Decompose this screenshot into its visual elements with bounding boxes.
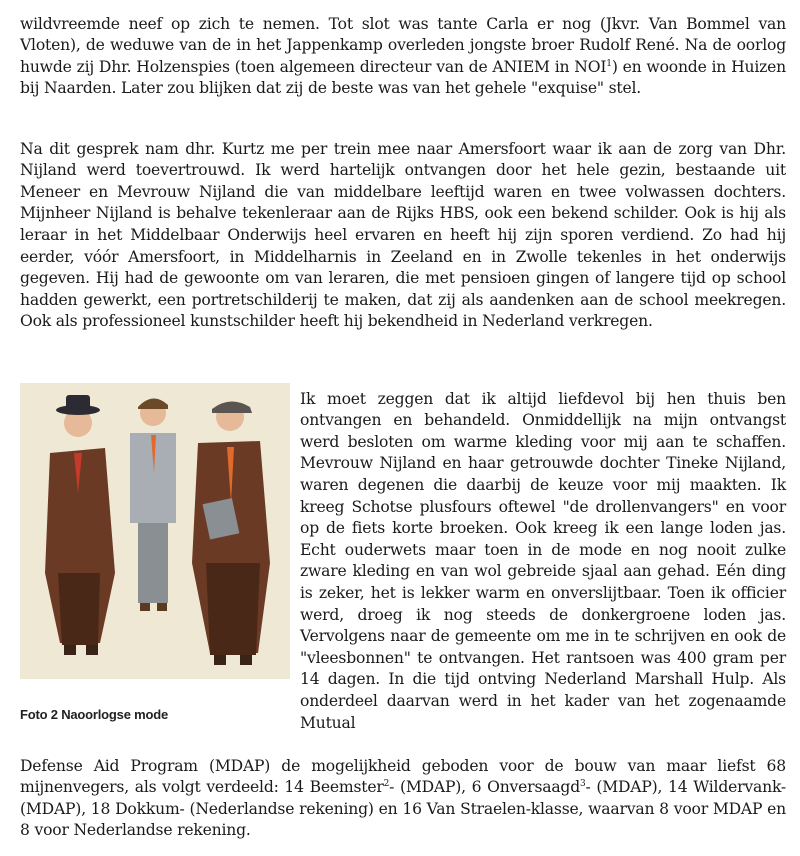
- footnote-ref-3[interactable]: 3: [580, 779, 586, 789]
- fashion-illustration: [20, 383, 290, 679]
- paragraph-1: wildvreemde neef op zich te nemen. Tot slot was tante Carla er nog (Jkvr. Van Bommel van Vloten), de weduwe van de in het Jappenkamp overleden jongste broer Rudolf René. Na de oorlog huwde zij Dhr. Holzenspies (toen algemeen directeur van de ANIEM in NOI$^1$) en woonde in Huizen bij Naarden. Later zou blijken dat zij de beste was van het gehele "exquise" stel.: [20, 14, 786, 98]
- footnote-ref-1[interactable]: 1: [606, 58, 612, 69]
- footnote-ref-2[interactable]: 2: [383, 779, 390, 789]
- paragraph-2: Na dit gesprek nam dhr. Kurtz me per trein mee naar Amersfoort waar ik aan de zorg van Dhr. Nijland werd toevertrouwd. Ik werd hartelijk ontvangen door het hele gezin, bestaande uit Meneer en Mevrouw Nijland die van middelbare leeftijd waren en twee volwassen dochters. Mijnheer Nijland is behalve tekenleraar aan de Rijks HBS, ook een bekend schilder. Ook is hij als leraar in het Middelbaar Onderwijs heel ervaren en heeft hij zijn sporen verdiend. Zo had hij eerder, vóór Amersfoort, in Middelharnis in Zeeland en in Zwolle tekenles in het onderwijs gegeven. Hij had de gewoonte om van leraren, die met pensioen gingen of langere tijd op school hadden gewerkt, een portretschilderij te maken, dat zij als aandenken aan de school meekregen. Ook als professioneel kunstschilder heeft hij bekendheid in Nederland verkregen.: [20, 139, 786, 331]
- figure-caption: Foto 2 Naoorlogse mode: [20, 707, 169, 722]
- paragraph-3: Ik moet zeggen dat ik altijd liefdevol bij hen thuis ben ontvangen en behandeld. Onmiddellijk na mijn ontvangst werd besloten om warme kleding voor mij aan te schaffen. Mevrouw Nijland en haar getrouwde dochter Tineke Nijland, waren degenen die daarbij de keuze voor mij maakten. Ik kreeg Schotse plusfours oftewel "de drollenvangers" en voor op de fiets korte broeken. Ook kreeg ik een lange loden jas. Echt ouderwets maar toen in de mode en nog nooit zulke zware kleding en van wol gebreide sjaal aan gehad. Eén ding is zeker, het is lekker warm en onverslijtbaar. Toen ik officier werd, droeg ik nog steeds de donkergroene loden jas. Vervolgens naar de gemeente om me in te schrijven en ook de "vleesbonnen" te ontvangen. Het rantsoen was 400 gram per 14 dagen. In die tijd ontving Nederland Marshall Hulp. Als onderdeel daarvan werd in het kader van het zogenaamde Mutual: [300, 389, 786, 732]
- paragraph-4: Defense Aid Program (MDAP) de mogelijkheid geboden voor de bouw van maar liefst 68 mijnenvegers, als volgt verdeeld: 14 Beemster$^2$- (MDAP), 6 Onversaagd$^3$- (MDAP), 14 Wildervank- (MDAP), 18 Dokkum- (Nederlandse rekening) en 16 Van Straelen-klasse, waarvan 8 voor MDAP en 8 voor Nederlandse rekening.: [20, 756, 786, 840]
